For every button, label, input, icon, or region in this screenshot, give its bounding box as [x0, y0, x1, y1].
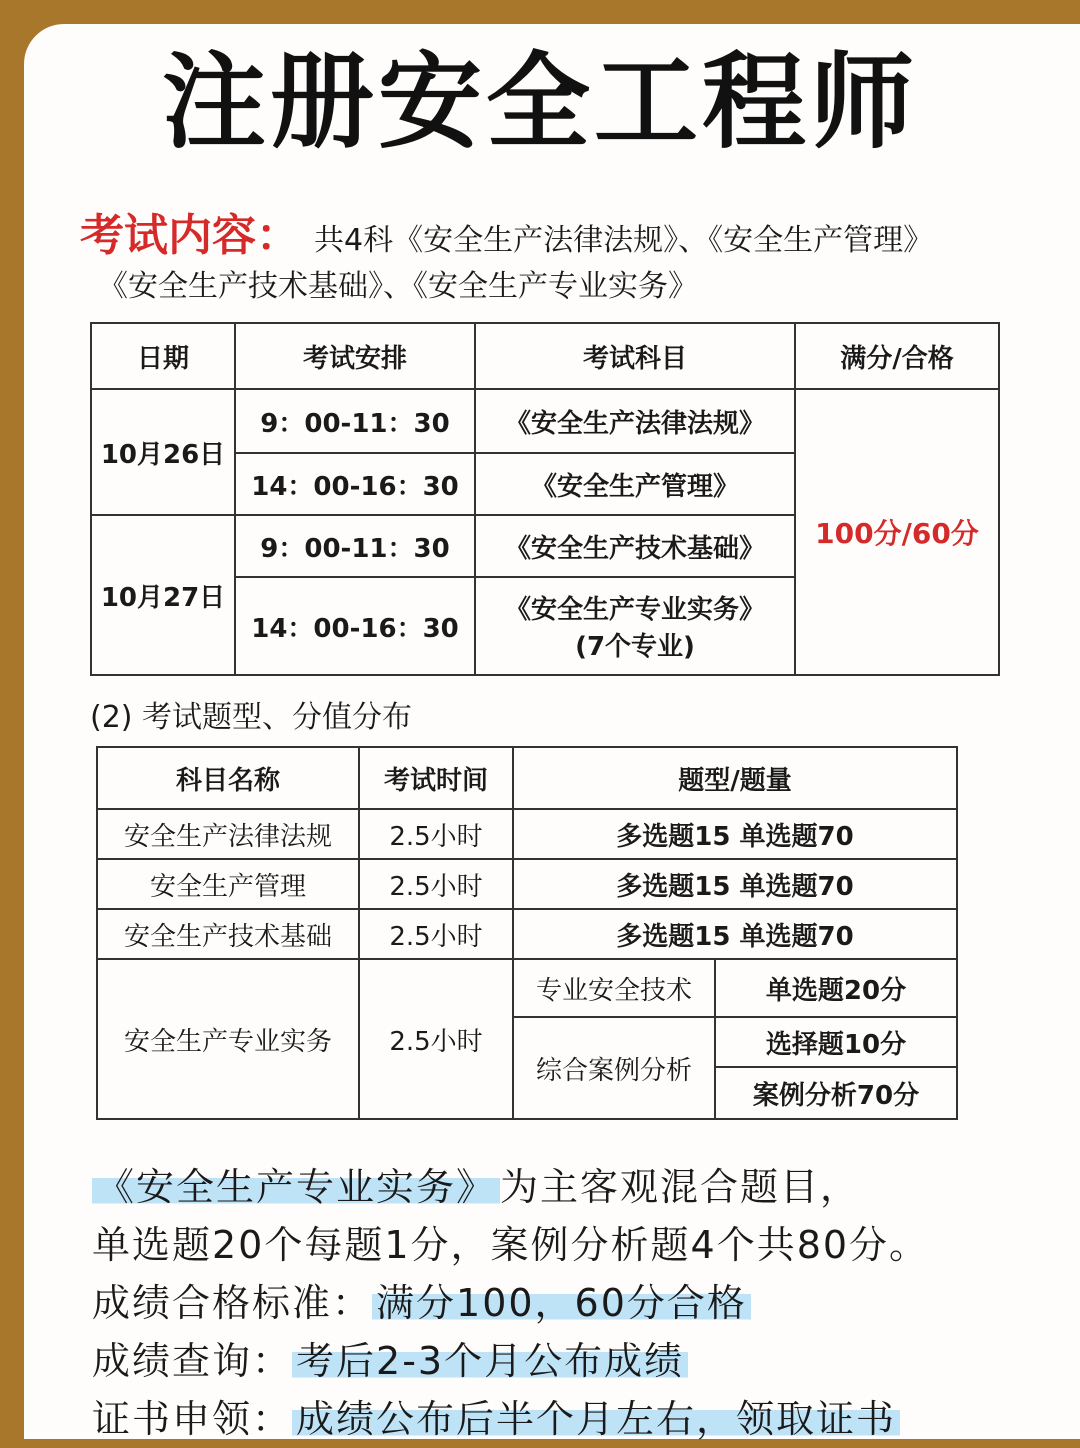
subject-name-cell: 安全生产法律法规: [97, 809, 359, 859]
part-cell: 综合案例分析: [513, 1017, 715, 1119]
exam-content-text-1: 共4科《安全生产法律法规》、《安全生产管理》: [314, 223, 934, 258]
page-title: 注册安全工程师: [161, 41, 918, 163]
table-row: [97, 909, 957, 959]
subject-cell: 《安全生产法律法规》: [475, 389, 795, 453]
subject-cell: [475, 577, 795, 675]
header-date: 日期: [91, 323, 235, 389]
exam-content-label: 考试内容：: [80, 210, 300, 261]
subject-note: (7个专业): [575, 632, 695, 662]
header-subject: 考试科目: [475, 323, 795, 389]
table-header-row: [91, 323, 999, 389]
types-cell: 多选题15 单选题70: [513, 909, 957, 959]
exam-schedule-table: [90, 322, 1000, 676]
header-score: 满分/合格: [795, 323, 999, 389]
section-2-title: (2) 考试题型、分值分布: [90, 700, 413, 735]
subject-cell: 《安全生产管理》: [475, 453, 795, 515]
time-cell: 2.5小时: [359, 909, 513, 959]
note-line: [92, 1332, 929, 1390]
part-value-cell: 选择题10分: [715, 1017, 957, 1067]
subject-name-cell: 安全生产管理: [97, 859, 359, 909]
note-line: [92, 1274, 929, 1332]
highlight: 考后2-3个月公布成绩: [292, 1339, 688, 1383]
subject-name-cell: 安全生产技术基础: [97, 909, 359, 959]
table-row: [91, 389, 999, 453]
subject-cell: 《安全生产技术基础》: [475, 515, 795, 577]
score-cell: 100分/60分: [795, 389, 999, 675]
note-line: 单选题20个每题1分，案例分析题4个共80分。: [92, 1223, 930, 1267]
date-cell: 10月26日: [91, 389, 235, 515]
question-type-table: [96, 746, 958, 1120]
types-cell: 多选题15 单选题70: [513, 859, 957, 909]
time-cell: 9：00-11：30: [235, 515, 475, 577]
date-cell: 10月27日: [91, 515, 235, 675]
header-schedule: 考试安排: [235, 323, 475, 389]
header-exam-time: 考试时间: [359, 747, 513, 809]
note-label: 证书申领：: [92, 1397, 293, 1441]
time-cell: 2.5小时: [359, 959, 513, 1119]
note-line: [92, 1158, 929, 1216]
table-header-row: [97, 747, 957, 809]
part-value-cell: 单选题20分: [715, 959, 957, 1017]
time-cell: 2.5小时: [359, 859, 513, 909]
time-cell: 14：00-16：30: [235, 577, 475, 675]
highlight: 成绩公布后半个月左右，领取证书: [292, 1397, 900, 1441]
exam-content-line-1: [80, 208, 933, 269]
subject-name: 《安全生产专业实务》: [504, 595, 765, 625]
highlight: 满分100，60分合格: [372, 1281, 751, 1325]
table-row: [97, 859, 957, 909]
header-subject-name: 科目名称: [97, 747, 359, 809]
note-label: 成绩合格标准：: [92, 1281, 373, 1325]
notes-block: [92, 1158, 929, 1448]
part-cell: 专业安全技术: [513, 959, 715, 1017]
note-line: [92, 1390, 929, 1448]
part-value-cell: 案例分析70分: [715, 1067, 957, 1119]
highlight: 《安全生产专业实务》: [92, 1165, 500, 1209]
header-question-types: 题型/题量: [513, 747, 957, 809]
exam-content-line-2: 《安全生产技术基础》、《安全生产专业实务》: [98, 269, 698, 304]
table-row: [97, 809, 957, 859]
time-cell: 2.5小时: [359, 809, 513, 859]
table-row: [97, 959, 957, 1017]
time-cell: 14：00-16：30: [235, 453, 475, 515]
note-label: 成绩查询：: [92, 1339, 293, 1383]
time-cell: 9：00-11：30: [235, 389, 475, 453]
subject-name-cell: 安全生产专业实务: [97, 959, 359, 1119]
note-text: 为主客观混合题目，: [500, 1165, 861, 1209]
types-cell: 多选题15 单选题70: [513, 809, 957, 859]
